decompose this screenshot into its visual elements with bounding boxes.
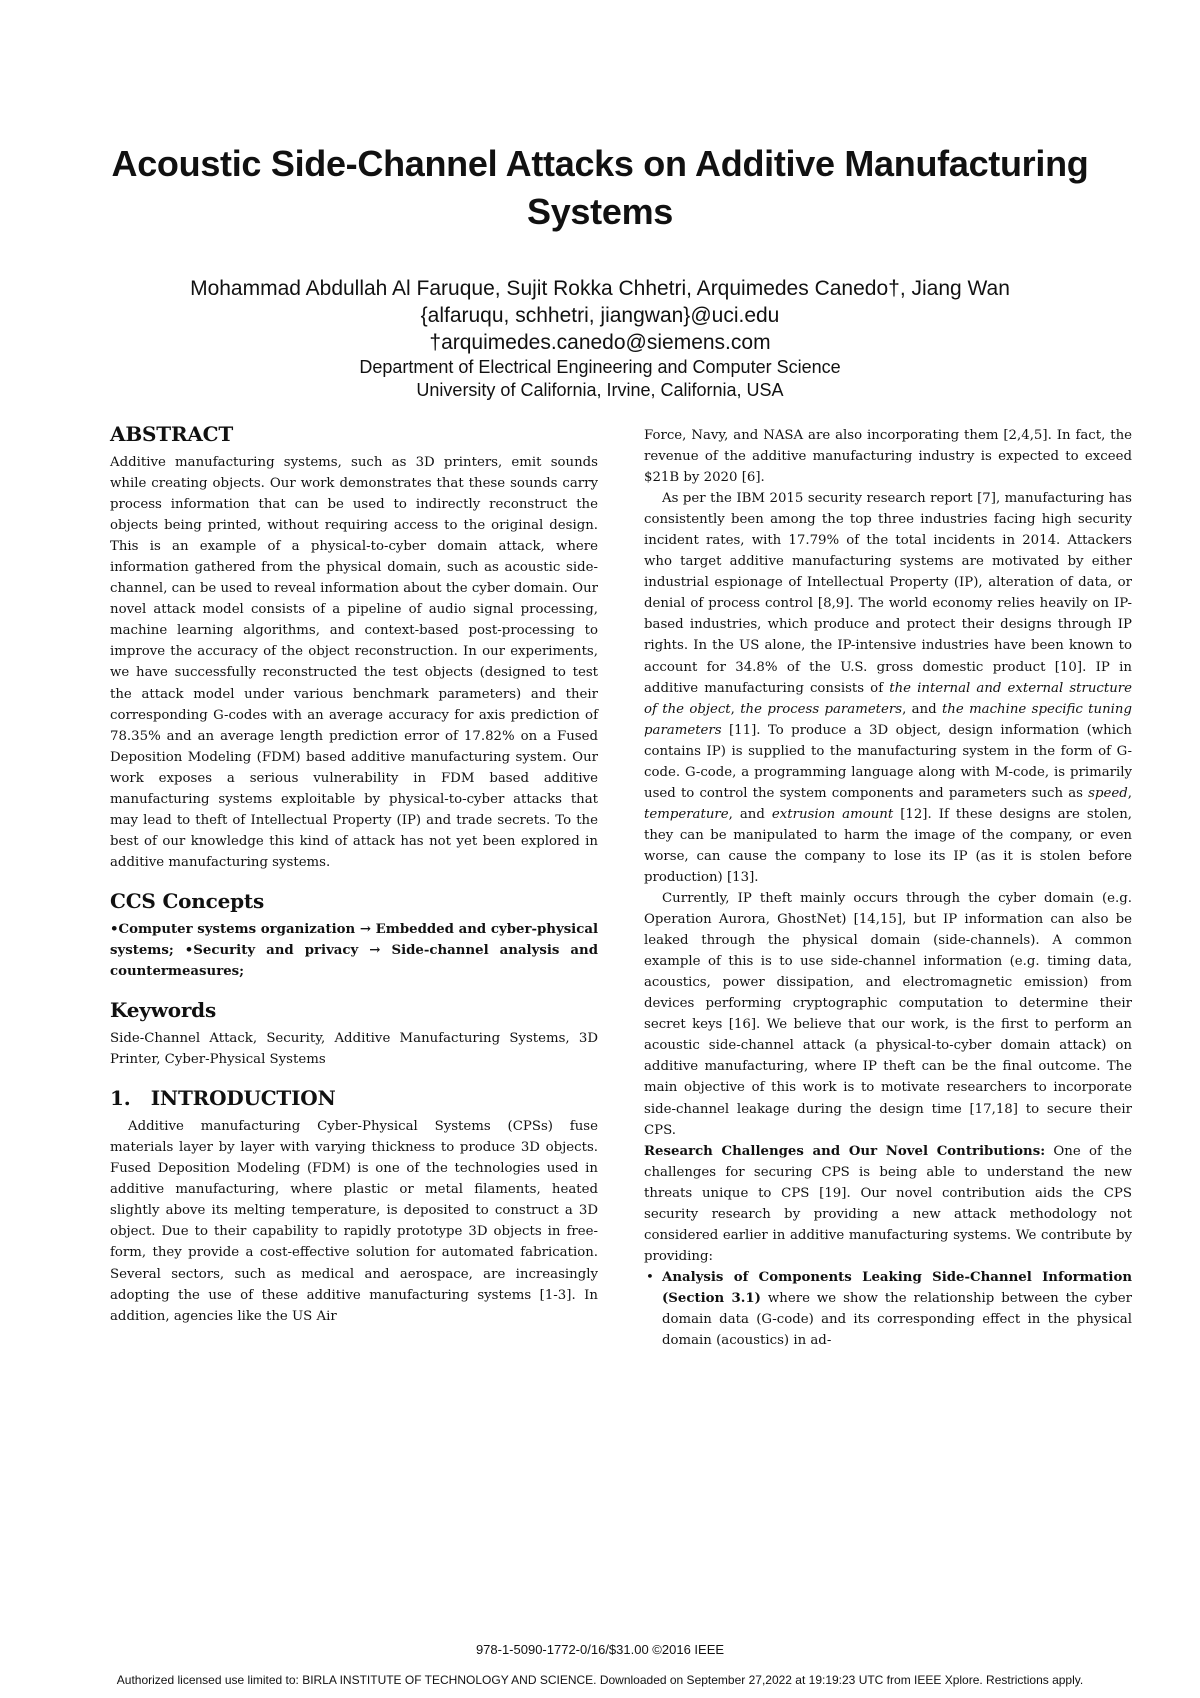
author-names: Mohammad Abdullah Al Faruque, Sujit Rokka Chhetri, Arquimedes Canedo†, Jiang Wan — [190, 277, 1010, 300]
introduction-heading: 1. INTRODUCTION — [110, 1086, 336, 1111]
right-column — [644, 425, 1132, 1351]
abstract-heading: ABSTRACT — [110, 422, 234, 446]
keywords-text: Side-Channel Attack, Security, Additive Manufacturing Systems, 3D Printer, Cyber-Physical Systems — [110, 1031, 598, 1068]
research-challenges-heading: Research Challenges and Our Novel Contributions: — [644, 1143, 1046, 1159]
ip-theft-paragraph: Currently, IP theft mainly occurs through the cyber domain (e.g. Operation Aurora, GhostNet) [14,15], but IP information can also be leaked through the physical domain (side-channels). A common example of this is to use side-channel information (e.g. timing data, acoustics, power dissipation, and electromagnetic emission) from devices performing cryptographic computation to determine their secret keys [16]. We believe that our work, is the first to perform an acoustic side-channel attack (a physical-to-cyber domain attack) on additive manufacturing, where IP theft can be the final outcome. The main objective of this work is to motivate researchers to incorporate side-channel leakage during the design time [17,18] to secure their CPS. — [644, 891, 1132, 1138]
author-university: University of California, Irvine, California, USA — [416, 380, 784, 400]
introduction-paragraph: Additive manufacturing Cyber-Physical Systems (CPSs) fuse materials layer by layer with varying thickness to produce 3D objects. Fused Deposition Modeling (FDM) is one of the technologies used in additive manufacturing, where plastic or metal filaments, heated slightly above its melting temperature, is deposited to construct a 3D object. Due to their capability to rapidly prototype 3D objects in free-form, they provide a cost-effective solution for automated fabrication. Several sectors, such as medical and aerospace, are increasingly adopting the use of these additive manufacturing systems [1-3]. In addition, agencies like the US Air — [110, 1119, 598, 1324]
research-challenges-paragraph: Research Challenges and Our Novel Contributions: One of the challenges for securing CPS is being able to understand the new threats unique to CPS [19]. Our novel contribution aids the CPS security research by providing a new attack methodology not considered earlier in additive manufacturing systems. We contribute by providing: — [644, 1143, 1132, 1264]
author-block — [60, 275, 1140, 402]
ccs-text: •Computer systems organization → Embedded and cyber-physical systems; •Security and privacy → Side-channel analysis and countermeasures; — [110, 921, 598, 980]
ccs-heading: CCS Concepts — [110, 888, 265, 913]
left-column — [110, 422, 598, 1327]
author-email-siemens: †arquimedes.canedo@siemens.com — [429, 331, 771, 354]
keywords-heading: Keywords — [110, 998, 217, 1023]
isbn-footer: 978-1-5090-1772-0/16/$31.00 ©2016 IEEE — [475, 1642, 725, 1657]
license-footer: Authorized licensed use limited to: BIRLA INSTITUTE OF TECHNOLOGY AND SCIENCE. Downloaded on September 27,2022 at 19:19:23 UTC from IEEE Xplore. Restrictions apply. — [116, 1673, 1084, 1687]
abstract-text: Additive manufacturing systems, such as 3D printers, emit sounds while creating objects. Our work demonstrates that these sounds carry process information that can be used to indirectly reconstruct the objects being printed, without requiring access to the original design. This is an example of a physical-to-cyber domain attack, where information gathered from the physical domain, such as acoustic side-channel, can be used to reveal information about the cyber domain. Our novel attack model consists of a pipeline of audio signal processing, machine learning algorithms, and context-based post-processing to improve the accuracy of the object reconstruction. In our experiments, we have successfully reconstructed the test objects (designed to test the attack model under various benchmark parameters) and their corresponding G-codes with an average accuracy for axis prediction of 78.35% and an average length prediction error of 17.82% on a Fused Deposition Modeling (FDM) based additive manufacturing system. Our work exposes a serious vulnerability in FDM based additive manufacturing systems exploitable by physical-to-cyber attacks that may lead to theft of Intellectual Property (IP) and trade secrets. To the best of our knowledge this kind of attack has not yet been explored in additive manufacturing systems. — [110, 455, 598, 870]
author-emails: {alfaruqu, schhetri, jiangwan}@uci.edu — [420, 304, 780, 327]
intro-continued-paragraph: Force, Navy, and NASA are also incorporating them [2,4,5]. In fact, the revenue of the additive manufacturing industry is expected to exceed $21B by 2020 [6]. — [644, 428, 1132, 486]
ibm-report-paragraph: As per the IBM 2015 security research report [7], manufacturing has consistently been among the top three industries facing high security incident rates, with 17.79% of the total incidents in 2014. Attackers who target additive manufacturing systems are motivated by either industrial espionage of Intellectual Property (IP), alteration of data, or denial of process control [8,9]. The world economy relies heavily on IP-based industries, which produce and protect their designs through IP rights. In the US alone, the IP-intensive industries have been known to account for 34.8% of the U.S. gross domestic product [10]. IP in additive manufacturing consists of the internal and external structure of the object, the process parameters, and the machine specific tuning parameters [11]. To produce a 3D object, design information (which contains IP) is supplied to the manufacturing system in the form of G-code. G-code, a programming language along with M-code, is primarily used to control the system components and parameters such as speed, temperature, and extrusion amount [12]. If these designs are stolen, they can be manipulated to harm the image of the company, or even worse, can cause the company to lose its IP (as it is stolen before production) [13]. — [644, 491, 1132, 885]
contributions-list — [644, 1267, 1132, 1351]
author-department: Department of Electrical Engineering and Computer Science — [359, 357, 841, 377]
paper-title: Acoustic Side-Channel Attacks on Additive Manufacturing Systems — [111, 143, 1089, 232]
list-item: • Analysis of Components Leaking Side-Channel Information (Section 3.1) where we show the relationship between the cyber domain data (G-code) and its corresponding effect in the physical domain (acoustics) in ad- — [644, 1267, 1132, 1351]
